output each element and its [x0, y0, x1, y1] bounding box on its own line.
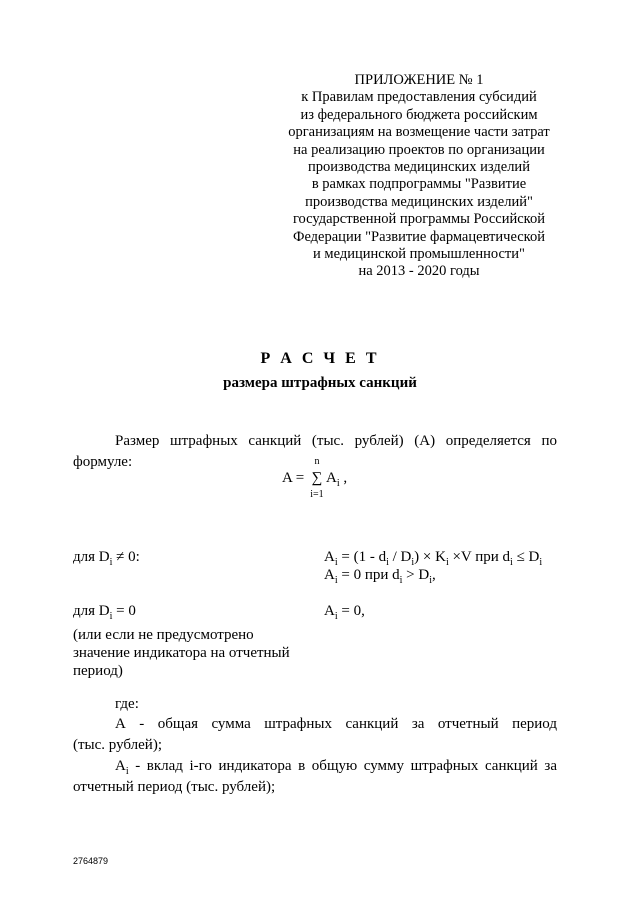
formula-term: A — [325, 470, 337, 486]
formula-lhs: A = — [282, 470, 305, 486]
f-text: > D — [402, 567, 430, 583]
case2-condition — [73, 602, 313, 680]
def-ai-text: - вклад i-го индикатора в общую сумму штрафных санкций за — [128, 758, 557, 774]
where-label: где: — [115, 696, 139, 712]
f-sub: i — [411, 557, 415, 568]
def-ai-line-2: отчетный период (тыс. рублей); — [73, 779, 276, 795]
appendix-header — [268, 72, 570, 281]
def-ai-sub: i — [125, 766, 129, 777]
document-subtitle: размера штрафных санкций — [223, 375, 417, 391]
cond-text: для D — [73, 549, 110, 565]
def-a-line-2: (тыс. рублей); — [73, 737, 162, 753]
def-ai-symbol: А — [115, 758, 126, 774]
intro-line-2: формуле: — [73, 454, 133, 470]
appendix-line: из федерального бюджета российским — [300, 106, 538, 123]
case2-formula — [324, 602, 365, 626]
f-sub: i — [510, 557, 513, 568]
f-text: ≤ D — [512, 549, 540, 565]
case2-note-line: (или если не предусмотрено — [73, 627, 254, 643]
cond-sub: i — [109, 557, 113, 568]
formula-term-sub: i — [336, 478, 340, 489]
case2-note-line: период) — [73, 663, 123, 679]
appendix-line: организациям на возмещение части затрат — [288, 124, 550, 141]
case1-condition — [73, 548, 140, 572]
def-a-line-1: А - общая сумма штрафных санкций за отчетный период — [115, 716, 557, 732]
f-sub: i — [334, 611, 338, 622]
f-sub: i — [429, 575, 432, 586]
f-text: = 0, — [337, 603, 365, 619]
appendix-line: производства медицинских изделий" — [305, 193, 533, 210]
cond-sub: i — [109, 611, 113, 622]
case1-formula-2 — [324, 566, 436, 590]
f-text: = (1 - d — [337, 549, 387, 565]
f-text: = 0 при d — [337, 567, 400, 583]
appendix-line: государственной программы Российской — [292, 211, 546, 228]
f-text: ×V при d — [448, 549, 511, 565]
formula-tail: , — [339, 470, 348, 486]
f-sub: i — [334, 557, 338, 568]
f-sub: i — [445, 557, 449, 568]
appendix-line: производства медицинских изделий — [308, 159, 530, 176]
cond-text: = 0 — [112, 603, 136, 619]
sigma-lower: i=1 — [310, 489, 324, 500]
case2-note-line: значение индикатора на отчетный — [73, 645, 290, 661]
intro-line-1: Размер штрафных санкций (тыс. рублей) (А) определяется по — [115, 433, 557, 449]
f-text: A — [324, 549, 335, 565]
appendix-line: к Правилам предоставления субсидий — [301, 89, 537, 106]
f-text: / D — [388, 549, 412, 565]
f-text: A — [324, 567, 335, 583]
f-text: A — [324, 603, 335, 619]
document-code: 2764879 — [73, 856, 109, 866]
f-text: ) × K — [414, 549, 446, 565]
appendix-line: в рамках подпрограммы "Развитие — [311, 176, 527, 193]
appendix-line: на 2013 - 2020 годы — [358, 263, 480, 280]
f-text: , — [432, 567, 436, 583]
f-sub: i — [386, 557, 389, 568]
f-sub: i — [539, 557, 543, 568]
sigma-symbol — [308, 456, 326, 500]
f-sub: i — [399, 575, 403, 586]
document-title: Р А С Ч Е Т — [260, 350, 380, 367]
appendix-line: ПРИЛОЖЕНИЕ № 1 — [354, 72, 484, 88]
case2-cond-line — [73, 602, 313, 626]
appendix-line: Федерации "Развитие фармацевтической — [292, 228, 545, 245]
appendix-line: на реализацию проектов по организации — [293, 141, 545, 158]
cond-text: ≠ 0: — [112, 549, 140, 565]
sum-formula — [282, 456, 348, 500]
sigma-glyph: ∑ — [311, 470, 323, 486]
appendix-line: и медицинской промышленности" — [313, 246, 525, 263]
cond-text: для D — [73, 603, 110, 619]
f-sub: i — [334, 575, 338, 586]
sigma-upper: n — [314, 456, 320, 467]
